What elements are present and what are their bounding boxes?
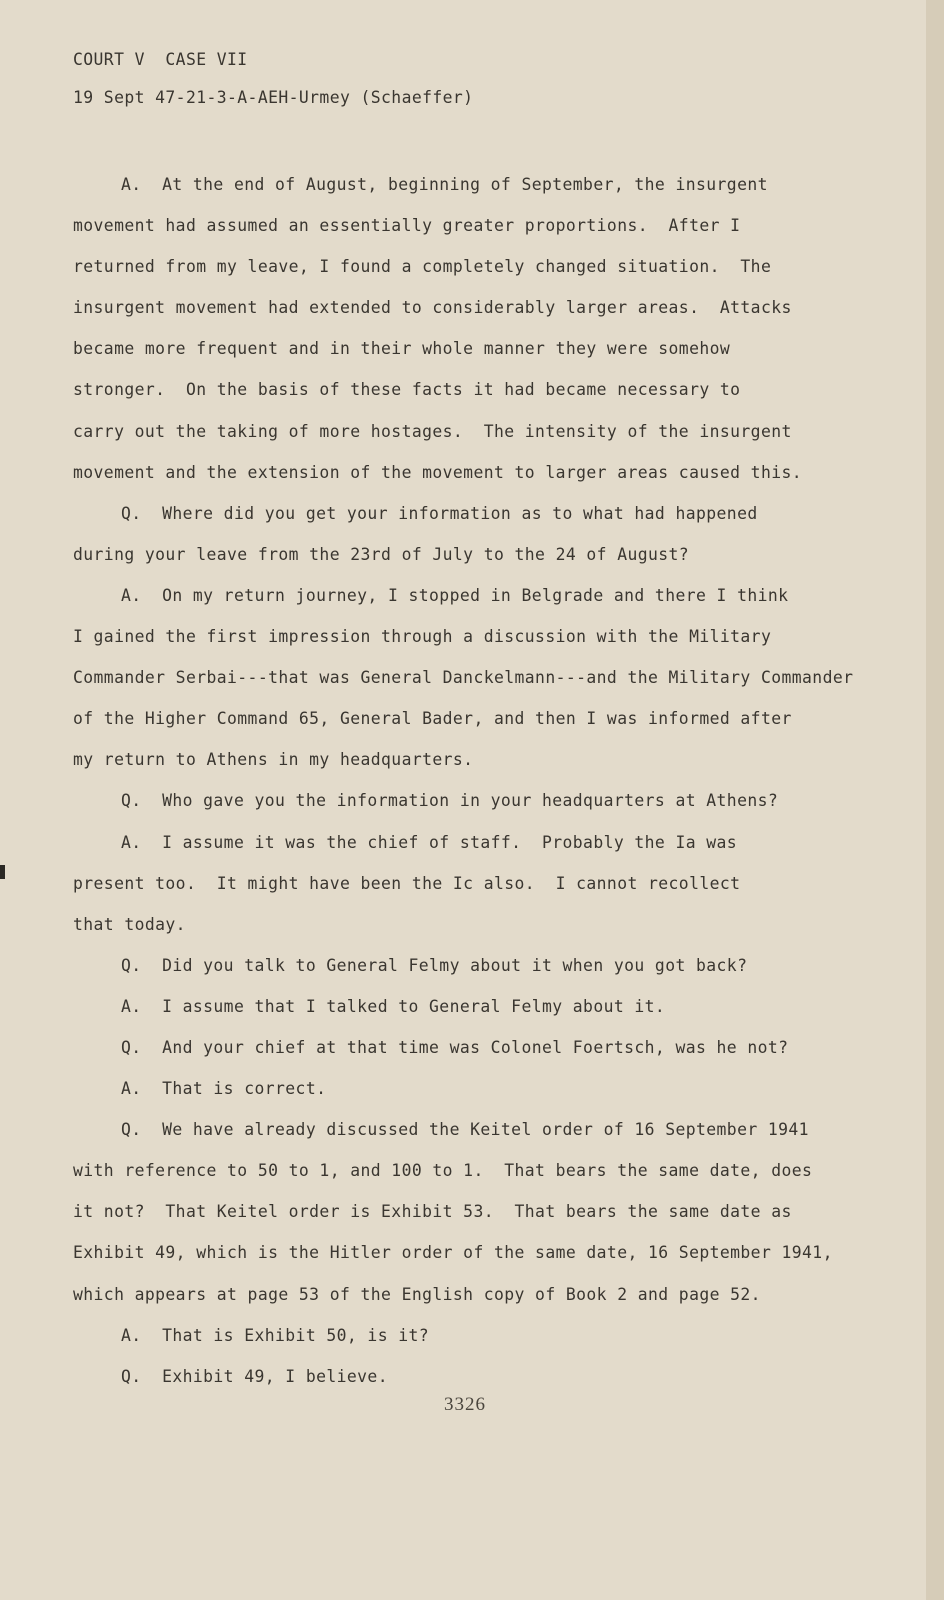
transcript-line: Q. Exhibit 49, I believe.	[121, 1366, 388, 1386]
transcript-line: Q. We have already discussed the Keitel order of 16 September 1941	[121, 1120, 809, 1140]
transcript-line: A. I assume that I talked to General Felmy about it.	[121, 996, 666, 1016]
transcript-line: A. At the end of August, beginning of September, the insurgent	[121, 175, 768, 194]
court-case-header: COURT V CASE VII	[73, 50, 248, 69]
transcript-line: movement had assumed an essentially greater proportions. After I	[73, 216, 741, 236]
transcript-line: A. I assume it was the chief of staff. Probably the Ia was	[121, 832, 738, 852]
transcript-line: I gained the first impression through a discussion with the Military	[73, 627, 772, 647]
transcript-line: became more frequent and in their whole manner they were somehow	[73, 339, 731, 359]
transcript-line: Commander Serbai---that was General Danckelmann---and the Military Commander	[73, 668, 854, 688]
session-date-header: 19 Sept 47-21-3-A-AEH-Urmey (Schaeffer)	[73, 88, 474, 107]
transcript-line: which appears at page 53 of the English copy of Book 2 and page 52.	[73, 1284, 761, 1304]
transcript-line: Q. And your chief at that time was Colonel Foertsch, was he not?	[121, 1037, 789, 1057]
transcript-line: with reference to 50 to 1, and 100 to 1. That bears the same date, does	[73, 1161, 813, 1181]
transcript-line: carry out the taking of more hostages. The intensity of the insurgent	[73, 421, 792, 441]
transcript-line: Exhibit 49, which is the Hitler order of the same date, 16 September 1941,	[73, 1243, 833, 1263]
transcript-line: present too. It might have been the Ic also. I cannot recollect	[73, 873, 741, 893]
transcript-line: A. That is Exhibit 50, is it?	[121, 1325, 430, 1345]
transcript-line: movement and the extension of the movement to larger areas caused this.	[73, 462, 803, 482]
transcript-line: Q. Who gave you the information in your headquarters at Athens?	[121, 791, 779, 811]
transcript-body	[73, 164, 854, 1397]
transcript-line: stronger. On the basis of these facts it had became necessary to	[73, 380, 741, 400]
transcript-line: that today.	[73, 914, 186, 934]
transcript-line: of the Higher Command 65, General Bader, and then I was informed after	[73, 709, 792, 729]
page-number: 3326	[444, 1394, 486, 1415]
transcript-line: it not? That Keitel order is Exhibit 53. That bears the same date as	[73, 1202, 792, 1222]
transcript-line: my return to Athens in my headquarters.	[73, 750, 474, 770]
transcript-line: Q. Where did you get your information as to what had happened	[121, 503, 758, 523]
margin-mark	[0, 865, 5, 879]
transcript-line: A. On my return journey, I stopped in Belgrade and there I think	[121, 585, 789, 605]
transcript-line: during your leave from the 23rd of July to the 24 of August?	[73, 544, 690, 564]
transcript-line: Q. Did you talk to General Felmy about it when you got back?	[121, 955, 748, 975]
transcript-line: insurgent movement had extended to considerably larger areas. Attacks	[73, 298, 792, 318]
transcript-line: returned from my leave, I found a completely changed situation. The	[73, 257, 772, 277]
transcript-line: A. That is correct.	[121, 1079, 327, 1099]
